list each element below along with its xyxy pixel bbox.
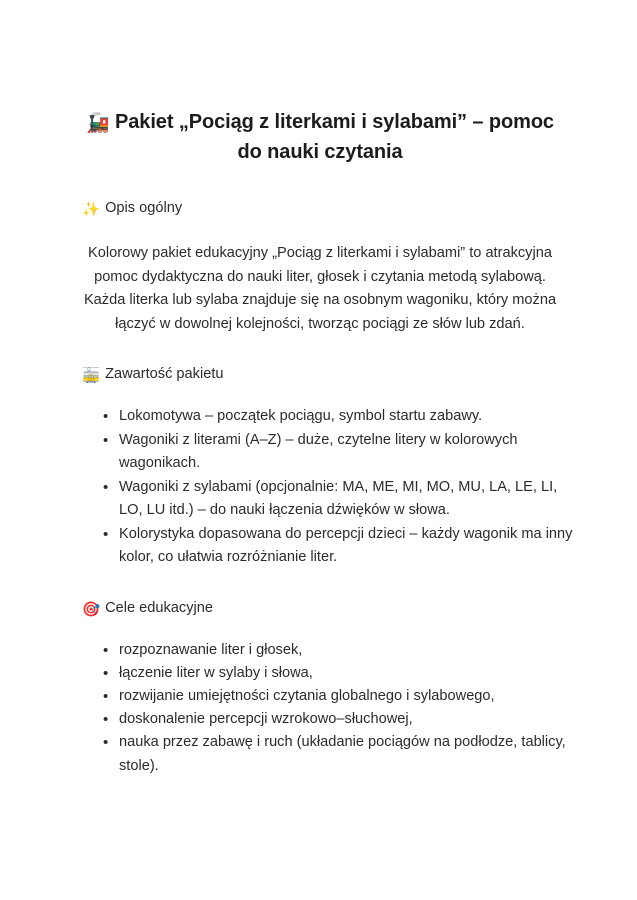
document-body bbox=[82, 108, 573, 778]
section-heading-zawartosc-pakietu-label: Zawartość pakietu bbox=[105, 366, 224, 382]
list-item: • Wagoniki z literami (A–Z) – duże, czytelne litery w kolorowych wagonikach. bbox=[119, 429, 581, 476]
section-heading-cele-edukacyjne-label: Cele edukacyjne bbox=[105, 599, 213, 616]
section-heading-opis-ogolny-label: Opis ogólny bbox=[105, 200, 183, 216]
spacer bbox=[82, 621, 558, 639]
bullseye-target-icon: 🎯 bbox=[82, 601, 101, 618]
locomotive-icon: 🚂 bbox=[86, 113, 110, 134]
list-item: • łączenie liter w sylaby i słowa, bbox=[119, 662, 581, 685]
list-item: • Wagoniki z sylabami (opcjonalnie: MA, ME, MI, MO, MU, LA, LE, LI, LO, LU itd.) – do nauki łączenia dźwięków w słowa. bbox=[119, 476, 581, 523]
section-heading-cele-edukacyjne bbox=[82, 598, 558, 621]
spacer bbox=[82, 387, 558, 405]
spacer bbox=[82, 221, 558, 242]
spacer bbox=[82, 336, 558, 364]
section-heading-opis-ogolny bbox=[82, 198, 558, 221]
sparkles-icon: ✨ bbox=[82, 202, 101, 218]
bullet-list-zawartosc-pakietu bbox=[82, 405, 573, 570]
list-item: • doskonalenie percepcji wzrokowo–słuchowej, bbox=[119, 708, 581, 731]
paragraph-block-opis-ogolny bbox=[82, 242, 558, 336]
paragraph: Każda literka lub sylaba znajduje się na osobnym wagoniku, który można łączyć w dowolnej kolejności, tworząc pociągi ze słów lub zdań. bbox=[83, 292, 557, 332]
section-heading-zawartosc-pakietu bbox=[82, 364, 558, 387]
list-item: • Lokomotywa – początek pociągu, symbol startu zabawy. bbox=[119, 405, 581, 429]
list-item: • nauka przez zabawę i ruch (układanie pociągów na podłodze, tablicy, stole). bbox=[119, 731, 581, 777]
spacer bbox=[82, 166, 558, 198]
page-title-text: Pakiet „Pociąg z literkami i sylabami” – pomoc do nauki czytania bbox=[115, 111, 554, 163]
bullet-list-cele-edukacyjne bbox=[82, 639, 566, 778]
spacer bbox=[82, 570, 558, 598]
page-title bbox=[82, 108, 558, 166]
railway-car-icon: 🚋 bbox=[82, 368, 101, 384]
list-item: • Kolorystyka dopasowana do percepcji dzieci – każdy wagonik ma inny kolor, co ułatwia rozróżnianie liter. bbox=[119, 523, 581, 570]
list-item: • rozpoznawanie liter i głosek, bbox=[119, 639, 581, 662]
list-item: • rozwijanie umiejętności czytania globalnego i sylabowego, bbox=[119, 685, 581, 708]
paragraph: Kolorowy pakiet edukacyjny „Pociąg z literkami i sylabami” to atrakcyjna pomoc dydaktyczna do nauki liter, głosek i czytania metodą sylabową. bbox=[88, 245, 552, 285]
